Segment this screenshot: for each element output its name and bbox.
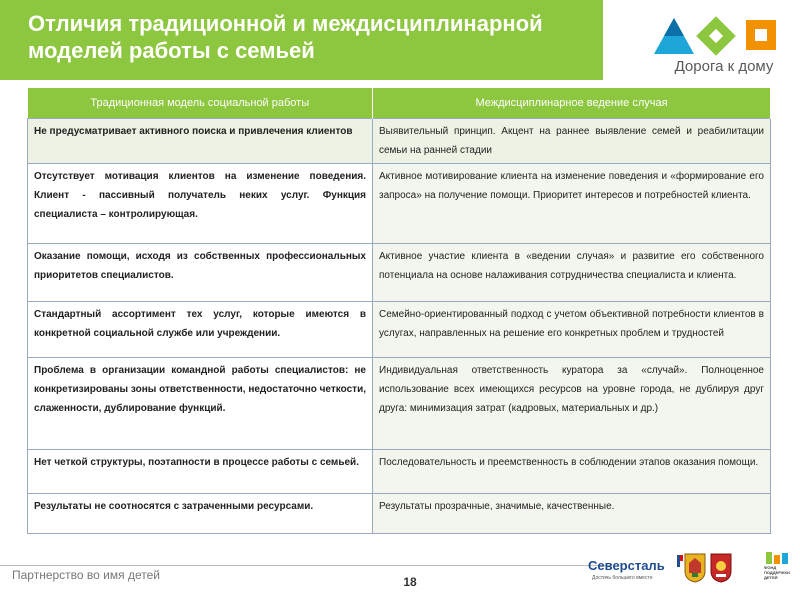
city-crest-icon <box>684 553 706 583</box>
interdisciplinary-cell: Семейно-ориентированный подход с учетом объективной потребности клиентов в услугах, направленных на решение его конкретных проблем и трудностей <box>373 302 771 358</box>
sponsor-logo <box>588 555 673 585</box>
table-row <box>28 494 771 534</box>
traditional-cell: Нет четкой структуры, поэтапности в процессе работы с семьей. <box>28 450 373 494</box>
footer-divider <box>0 565 610 566</box>
table-row <box>28 164 771 244</box>
interdisciplinary-cell: Последовательность и преемственность в соблюдении этапов оказания помощи. <box>373 450 771 494</box>
table-row <box>28 244 771 302</box>
fund-logo-icon <box>764 551 792 565</box>
table-header-row <box>28 88 771 119</box>
footer-partnership: Партнерство во имя детей <box>12 568 160 582</box>
page-number: 18 <box>403 575 417 589</box>
table-header-traditional: Традиционная модель социальной работы <box>28 88 373 119</box>
logo-shapes-icon <box>650 12 790 58</box>
region-crest-icon <box>710 553 732 583</box>
sponsor-mark-icon <box>676 553 684 569</box>
table-row <box>28 302 771 358</box>
table-row <box>28 358 771 450</box>
traditional-cell: Результаты не соотносятся с затраченными ресурсами. <box>28 494 373 534</box>
fund-logo <box>764 551 792 585</box>
interdisciplinary-cell: Выявительный принцип. Акцент на раннее выявление семей и реабилитации семьи на ранней стадии <box>373 119 771 164</box>
interdisciplinary-cell: Индивидуальная ответственность куратора за «случай». Полноценное использование всех имеющихся ресурсов на уровне города, не дублируя друг друга: минимизация затрат (кадровых, материальных и др.) <box>373 358 771 450</box>
sponsor-name: Северсталь <box>588 558 665 573</box>
traditional-cell: Оказание помощи, исходя из собственных профессиональных приоритетов специалистов. <box>28 244 373 302</box>
sponsor-tagline: Достичь большего вместе <box>592 575 653 581</box>
fund-text: ФОНД ПОДДЕРЖКИ ДЕТЕЙ <box>764 565 790 580</box>
traditional-cell: Отсутствует мотивация клиентов на изменение поведения. Клиент - пассивный получатель неких услуг. Функция специалиста – контролирующая. <box>28 164 373 244</box>
traditional-cell: Проблема в организации командной работы специалистов: не конкретизированы зоны ответственности, недостаточно четкости, слаженности, дублирование функций. <box>28 358 373 450</box>
slide-title: Отличия традиционной и междисциплинарной моделей работы с семьей <box>28 11 543 63</box>
traditional-cell: Не предусматривает активного поиска и привлечения клиентов <box>28 119 373 164</box>
traditional-cell: Стандартный ассортимент тех услуг, которые имеются в конкретной социальной службе или учреждении. <box>28 302 373 358</box>
table-row <box>28 450 771 494</box>
table-row <box>28 119 771 164</box>
comparison-table <box>27 88 771 534</box>
interdisciplinary-cell: Активное участие клиента в «ведении случая» и развитие его собственного потенциала на основе налаживания сотрудничества специалиста и клиента. <box>373 244 771 302</box>
logo-text: Дорога к дому <box>674 58 774 75</box>
table-header-interdisciplinary: Междисциплинарное ведение случая <box>373 88 771 119</box>
interdisciplinary-cell: Результаты прозрачные, значимые, качественные. <box>373 494 771 534</box>
logo <box>650 12 790 82</box>
interdisciplinary-cell: Активное мотивирование клиента на изменение поведения и «формирование его запроса» на получение помощи. Приоритет интересов и потребностей клиента. <box>373 164 771 244</box>
